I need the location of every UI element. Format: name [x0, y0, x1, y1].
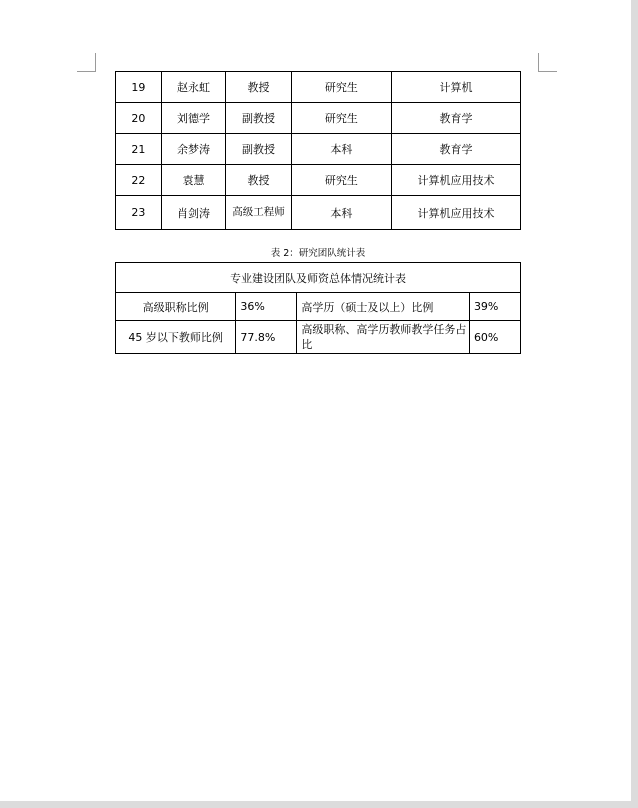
- cell-name: 刘德学: [161, 103, 226, 134]
- table-row: [116, 321, 521, 354]
- summary-table: [115, 262, 521, 354]
- summary-table-title: 专业建设团队及师资总体情况统计表: [116, 263, 521, 293]
- cell-name: 余梦涛: [161, 134, 226, 165]
- table-row: [116, 134, 521, 165]
- table-row: [116, 293, 521, 321]
- cell-education: 研究生: [291, 165, 391, 196]
- cell-no: 22: [116, 165, 162, 196]
- cell-title: 教授: [226, 165, 292, 196]
- table-caption: 表 2：研究团队统计表: [270, 248, 366, 259]
- cell-major: 教育学: [391, 134, 520, 165]
- table-row: [116, 165, 521, 196]
- cell-major: 教育学: [391, 103, 520, 134]
- cell-title: 副教授: [226, 103, 292, 134]
- margin-corner-mark: [538, 53, 557, 72]
- cell-name: 赵永虹: [161, 72, 226, 103]
- cell-no: 23: [116, 196, 162, 230]
- senior-title-value: 36%: [236, 293, 297, 321]
- cell-title: 高级工程师: [226, 196, 292, 230]
- table-header-row: [116, 263, 521, 293]
- cell-major: 计算机: [391, 72, 520, 103]
- cell-major: 计算机应用技术: [391, 196, 520, 230]
- cell-education: 研究生: [291, 72, 391, 103]
- cell-education: 研究生: [291, 103, 391, 134]
- cell-no: 19: [116, 72, 162, 103]
- cell-major: 计算机应用技术: [391, 165, 520, 196]
- senior-title-label: 高级职称比例: [116, 293, 236, 321]
- under45-label: 45 岁以下教师比例: [116, 321, 236, 354]
- under45-value: 77.8%: [236, 321, 297, 354]
- teaching-share-value: 60%: [469, 321, 520, 354]
- window-edge: [631, 0, 638, 808]
- cell-no: 21: [116, 134, 162, 165]
- window-edge: [0, 801, 638, 808]
- cell-name: 袁慧: [161, 165, 226, 196]
- cell-title: 副教授: [226, 134, 292, 165]
- table-row: [116, 103, 521, 134]
- cell-name: 肖剑涛: [161, 196, 226, 230]
- table-row: [116, 72, 521, 103]
- staff-table: [115, 71, 521, 230]
- cell-education: 本科: [291, 196, 391, 230]
- cell-no: 20: [116, 103, 162, 134]
- higher-degree-value: 39%: [469, 293, 520, 321]
- cell-education: 本科: [291, 134, 391, 165]
- teaching-share-label: 高级职称、高学历教师教学任务占比: [297, 321, 470, 354]
- higher-degree-label: 高学历（硕士及以上）比例: [297, 293, 470, 321]
- cell-title: 教授: [226, 72, 292, 103]
- margin-corner-mark: [77, 53, 96, 72]
- table-row: [116, 196, 521, 230]
